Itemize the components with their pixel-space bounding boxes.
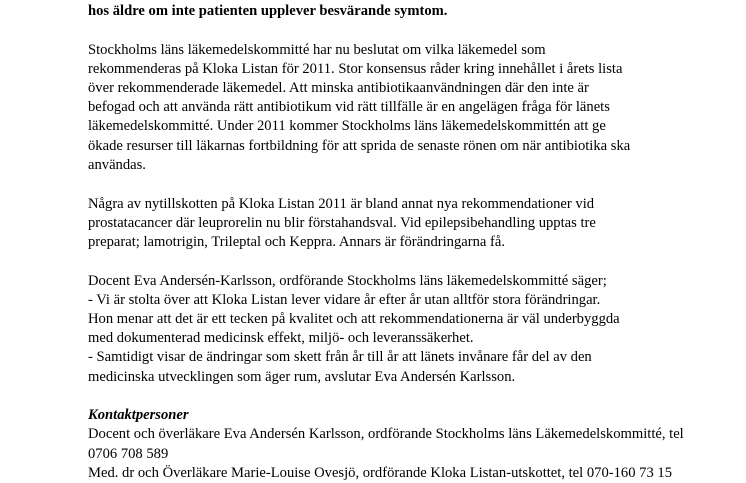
contact-line: Docent och överläkare Eva Andersén Karlsson, ordförande Stockholms läns Läkemedelskommitté, tel bbox=[88, 426, 684, 443]
contacts-list bbox=[88, 425, 740, 483]
paragraph-line: prostatacancer där leuprorelin nu blir förstahandsval. Vid epilepsibehandling upptas tre bbox=[88, 214, 596, 231]
paragraph-quote bbox=[88, 272, 740, 387]
paragraph-decision bbox=[88, 41, 740, 175]
paragraph-line: med dokumenterad medicinsk effekt, miljö- och leveranssäkerhet. bbox=[88, 330, 474, 347]
paragraph-line: medicinska utvecklingen som äger rum, avslutar Eva Andersén Karlsson. bbox=[88, 368, 516, 385]
paragraph-line: Docent Eva Andersén-Karlsson, ordförande Stockholms läns läkemedelskommitté säger; bbox=[88, 272, 607, 289]
paragraph-line: - Samtidigt visar de ändringar som skett från år till år att länets invånare får del av den bbox=[88, 349, 592, 366]
paragraph-line: preparat; lamotrigin, Trileptal och Keppra. Annars är förändringarna få. bbox=[88, 233, 505, 250]
paragraph-line: rekommenderas på Kloka Listan för 2011. Stor konsensus råder kring innehållet i årets lista bbox=[88, 60, 623, 77]
paragraph-line: läkemedelskommitté. Under 2011 kommer Stockholms läns läkemedelskommittén att ge bbox=[88, 118, 606, 135]
paragraph-line: - Vi är stolta över att Kloka Listan lever vidare år efter år utan alltför stora förändringar. bbox=[88, 291, 601, 308]
intro-tail-line: hos äldre om inte patienten upplever besvärande symtom. bbox=[88, 3, 448, 19]
contact-line: Med. dr och Överläkare Marie-Louise Ovesjö, ordförande Kloka Listan-utskottet, tel 070-160 73 15 bbox=[88, 464, 672, 481]
paragraph-spacer bbox=[88, 175, 740, 195]
contacts-heading: Kontaktpersoner bbox=[88, 407, 189, 424]
paragraph-spacer bbox=[88, 21, 740, 41]
paragraph-line: användas. bbox=[88, 156, 146, 173]
press-release-document bbox=[88, 2, 740, 483]
paragraph-line: Stockholms läns läkemedelskommitté har nu beslutat om vilka läkemedel som bbox=[88, 41, 546, 58]
paragraph-spacer bbox=[88, 387, 740, 407]
paragraph-line: Några av nytillskotten på Kloka Listan 2011 är bland annat nya rekommendationer vid bbox=[88, 195, 595, 212]
contact-line: 0706 708 589 bbox=[88, 445, 169, 462]
paragraph-line: befogad och att använda rätt antibiotikum vid rätt tillfälle är en angelägen fråga för länets bbox=[88, 99, 610, 116]
paragraph-line: ökade resurser till läkarnas fortbildning för att sprida de senaste rönen om när antibiotika ska bbox=[88, 137, 631, 154]
paragraph-spacer bbox=[88, 252, 740, 272]
paragraph-line: Hon menar att det är ett tecken på kvalitet och att rekommendationerna är väl underbyggda bbox=[88, 310, 620, 327]
paragraph-line: över rekommenderade läkemedel. Att minska antibiotikaanvändningen där den inte är bbox=[88, 80, 589, 97]
paragraph-news bbox=[88, 195, 740, 253]
